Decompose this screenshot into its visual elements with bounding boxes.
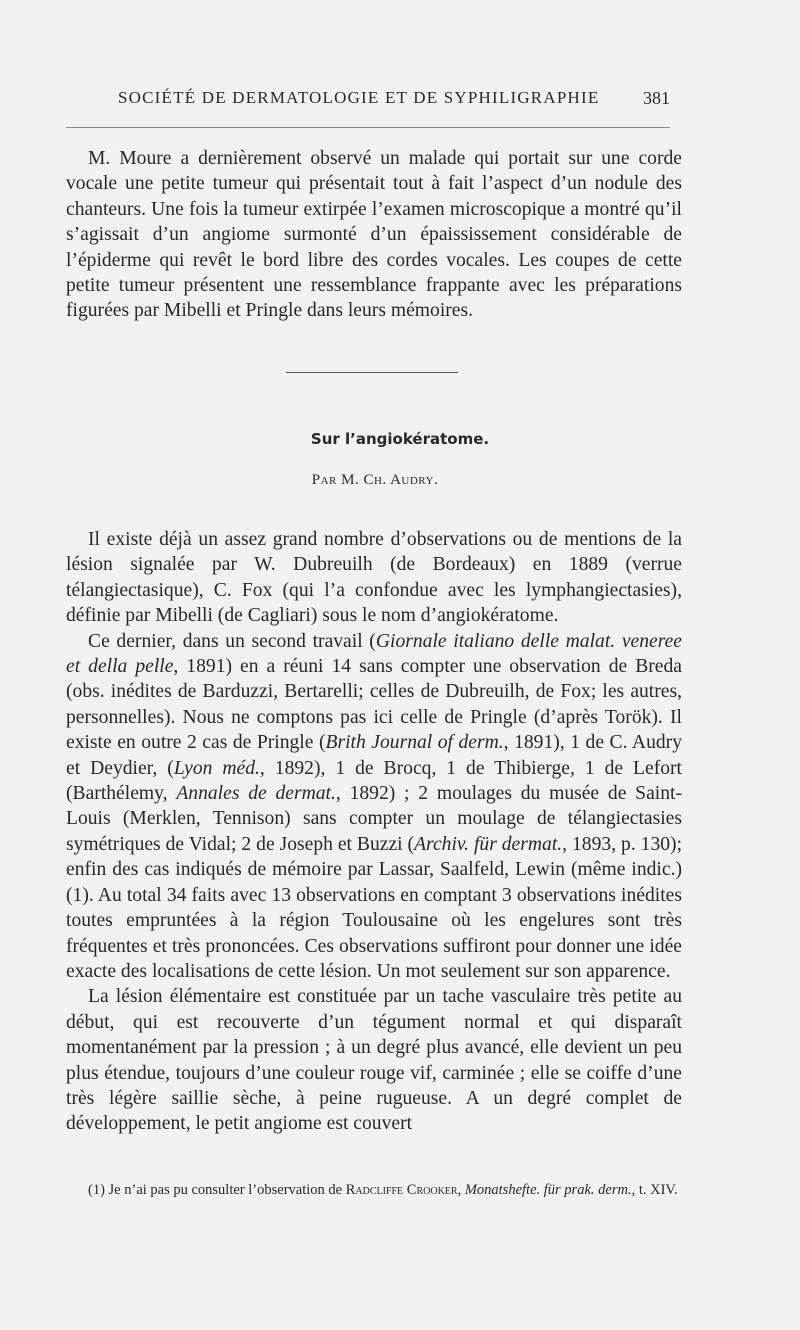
byline (0, 472, 750, 489)
footnote (66, 1180, 682, 1200)
journal-citation: Brith Journal of derm. (325, 732, 504, 754)
footnote-text: , (457, 1182, 465, 1198)
text-run: , 1892), 1 de Brocq, 1 de Thibierge, 1 de Lefort (Barthélemy, (66, 757, 682, 805)
journal-citation: Archiv. für dermat. (414, 833, 563, 855)
page-number: 381 (643, 88, 670, 108)
journal-citation: Giornale italiano delle malat. veneree et della pelle (66, 630, 682, 678)
footnote-author: Radcliffe Crooker (345, 1182, 458, 1198)
footnote-text: , t. XIV. (631, 1182, 678, 1198)
section-title: Sur l’angiokératome. (310, 430, 490, 448)
byline-prefix: Par M. (311, 472, 360, 488)
journal-citation: Annales de dermat. (176, 783, 336, 805)
footnote-text: (1) Je n’ai pas pu consulter l’observation de (88, 1182, 346, 1198)
article-body (66, 527, 682, 1137)
text-run: , 1891) en a réuni 14 sans compter une observation de Breda (obs. inédites de Barduzzi, Bertarelli; celles de Dubreuilh, de Fox; les autres, personnelles). Nous ne comptons pas ici celle de Pringle (d’après Torök). Il existe en outre 2 cas de Pringle ( (66, 656, 682, 754)
article-paragraph-3: La lésion élémentaire est constituée par un tache vasculaire très petite au début, qui est recouverte d’un tégument normal et qui disparaît momentanément par la pression ; à un degré plus avancé, elle devient un peu plus étendue, toujours d’une couleur rouge vif, carminée ; elle se coiffe d’une très légère saillie sèche, à peine rugueuse. A un degré complet de développement, le petit angiome est couvert (66, 986, 682, 1135)
footnote-journal: Monatshefte. für prak. derm. (464, 1182, 632, 1198)
text-run: Ce dernier, dans un second travail ( (88, 630, 376, 652)
intro-paragraph: M. Moure a dernièrement observé un malade qui portait sur une corde vocale une petite tumeur qui présentait tout à fait l’aspect d’un nodule des chanteurs. Une fois la tumeur extirpée l’examen microscopique a montré qu’il s’agissait d’un angiome surmonté d’un épaississement considérable de l’épiderme qui revêt le bord libre des cordes vocales. Les coupes de cette petite tumeur présentent une ressemblance frappante avec les préparations figurées par Mibelli et Pringle dans leurs mémoires. (66, 148, 682, 322)
byline-author: Ch. Audry. (363, 472, 439, 488)
intro-section (66, 146, 682, 324)
header-rule (66, 127, 670, 128)
section-divider (286, 372, 458, 373)
journal-citation: Lyon méd. (173, 757, 260, 779)
article-paragraph-1: Il existe déjà un assez grand nombre d’observations ou de mentions de la lésion signalée par W. Dubreuilh (de Bordeaux) en 1889 (verrue télangiectasique), C. Fox (qui l’a confondue avec les lymphangiectasies), définie par Mibelli (de Cagliari) sous le nom d’angiokératome. (66, 529, 682, 627)
text-run: , 1891), 1 de C. Audry et Deydier, ( (66, 732, 682, 779)
article-paragraph-2 (66, 629, 682, 985)
text-run: , 1893, p. 130); enfin des cas indiqués de mémoire par Lassar, Saalfeld, Lewin (même indic.) (1). Au total 34 faits avec 13 observations en comptant 3 observations inédites toutes empruntées à la région Toulousaine où les engelures sont très fréquentes et très prononcées. Ces observations suffiront pour donner une idée exacte des localisations de cette lésion. Un mot seulement sur son apparence. (66, 833, 683, 982)
header-title: SOCIÉTÉ DE DERMATOLOGIE ET DE SYPHILIGRAPHIE (118, 88, 600, 107)
text-run: , 1892) ; 2 moulages du musée de Saint-Louis (Merklen, Tennison) sans compter un moulage de télangiectasies symétriques de Vidal; 2 de Joseph et Buzzi ( (66, 783, 682, 855)
